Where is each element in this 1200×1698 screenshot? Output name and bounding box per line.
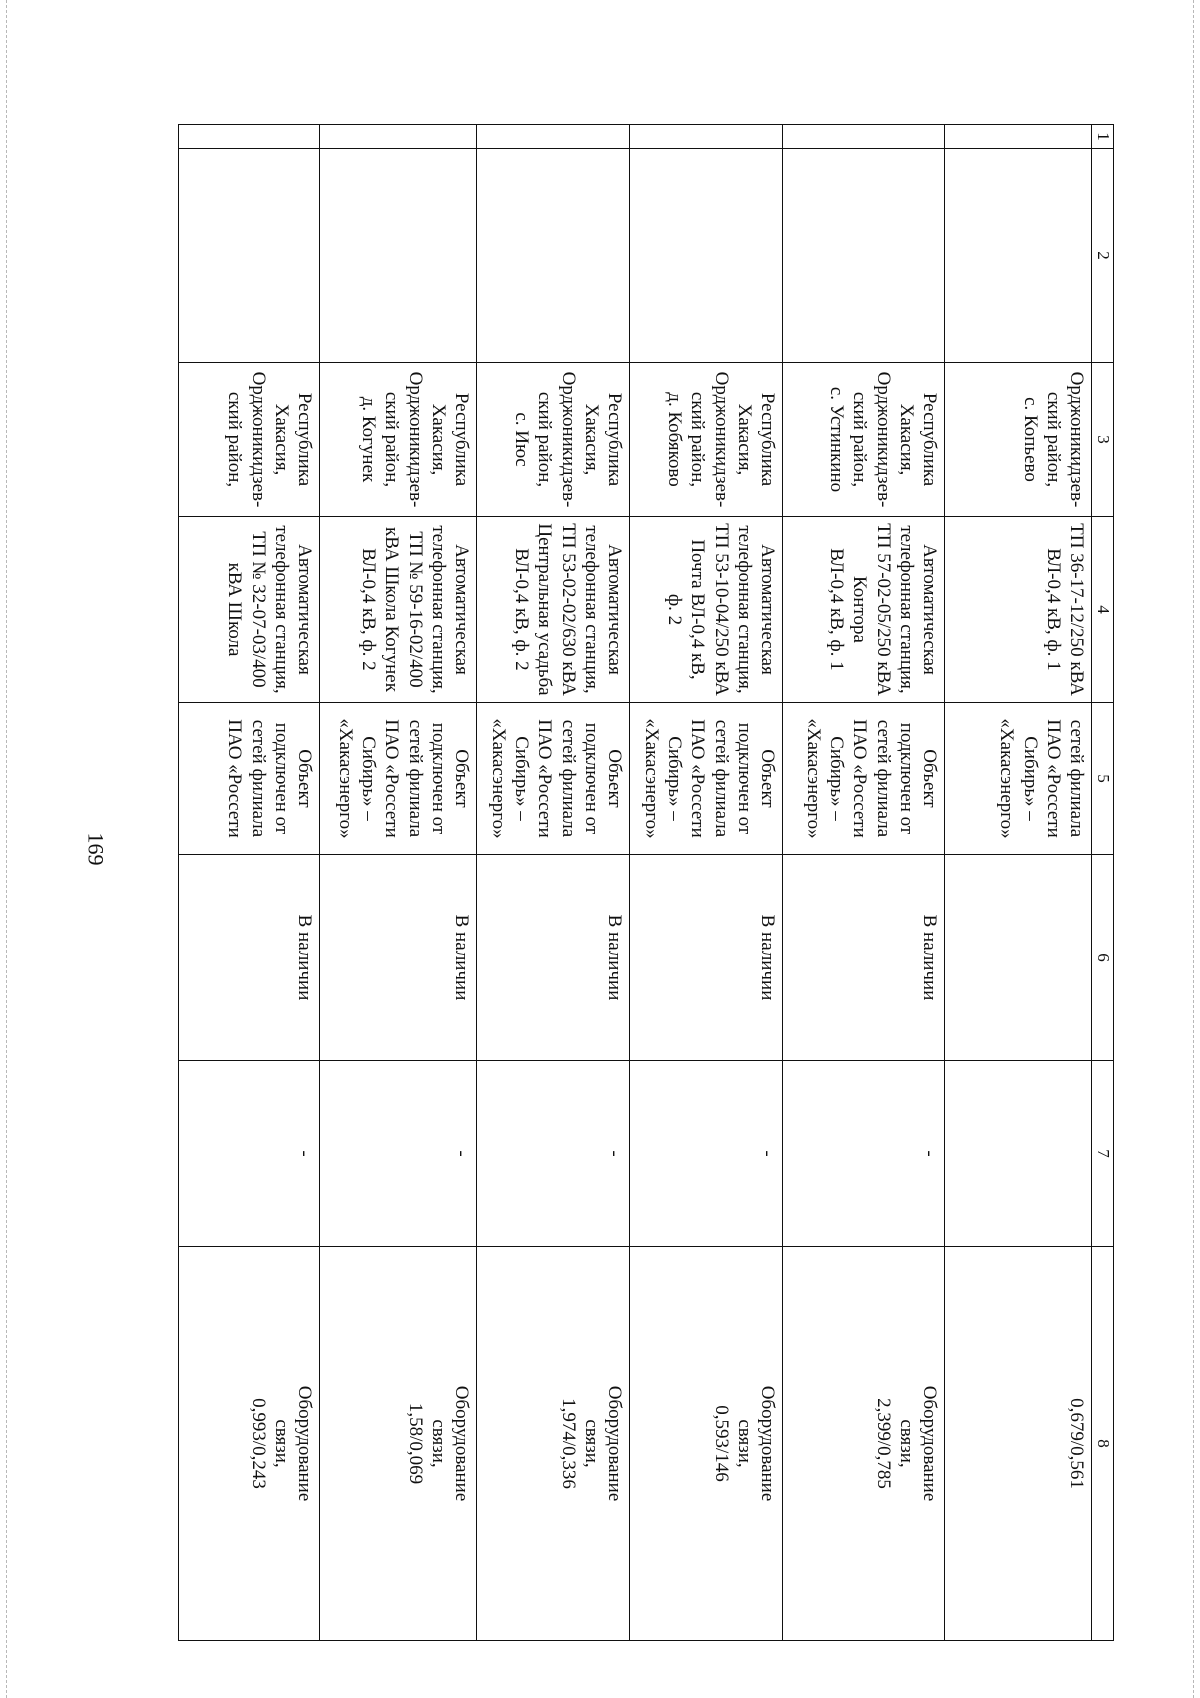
cell-equipment: 0,679/0,561 bbox=[945, 1247, 1092, 1641]
cell-col1 bbox=[783, 125, 945, 149]
column-header: 3 bbox=[1092, 363, 1114, 517]
column-header: 4 bbox=[1092, 517, 1114, 703]
cell-availability: В наличии bbox=[477, 855, 630, 1061]
table-row bbox=[477, 125, 630, 1641]
cell-availability bbox=[945, 855, 1092, 1061]
cell-col7: - bbox=[179, 1061, 320, 1247]
column-header: 1 bbox=[1092, 125, 1114, 149]
cell-object: Автоматическая телефонная станция, ТП 53-10-04/250 кВА Почта ВЛ-0,4 кВ, ф. 2 bbox=[630, 517, 783, 703]
rotated-table-wrapper bbox=[180, 124, 1114, 1640]
cell-col2 bbox=[179, 149, 320, 363]
table-row bbox=[320, 125, 477, 1641]
cell-connection: Объект подключен от сетей филиала ПАО «Россети Сибирь» – «Хакасэнерго» bbox=[783, 703, 945, 855]
table-row bbox=[945, 125, 1092, 1641]
cell-col2 bbox=[630, 149, 783, 363]
table-row bbox=[630, 125, 783, 1641]
table-row bbox=[783, 125, 945, 1641]
cell-object: Автоматическая телефонная станция, ТП 57-02-05/250 кВА Контора ВЛ-0,4 кВ, ф. 1 bbox=[783, 517, 945, 703]
cell-col1 bbox=[945, 125, 1092, 149]
cell-location: Республика Хакасия, Орджоникидзев- ский район, с. Июс bbox=[477, 363, 630, 517]
cell-location: Республика Хакасия, Орджоникидзев- ский район, с. Устинкино bbox=[783, 363, 945, 517]
column-number-row bbox=[1092, 125, 1114, 1641]
cell-availability: В наличии bbox=[179, 855, 320, 1061]
cell-col7: - bbox=[783, 1061, 945, 1247]
cell-equipment: Оборудование связи, 1,974/0,336 bbox=[477, 1247, 630, 1641]
cell-col7: - bbox=[477, 1061, 630, 1247]
column-header: 2 bbox=[1092, 149, 1114, 363]
cell-col7: - bbox=[630, 1061, 783, 1247]
cell-location: Республика Хакасия, Орджоникидзев- ский район, д. Кобяково bbox=[630, 363, 783, 517]
cell-col2 bbox=[477, 149, 630, 363]
cell-availability: В наличии bbox=[320, 855, 477, 1061]
cell-connection: сетей филиала ПАО «Россети Сибирь» – «Хакасэнерго» bbox=[945, 703, 1092, 855]
cell-col1 bbox=[630, 125, 783, 149]
cell-col2 bbox=[945, 149, 1092, 363]
cell-col2 bbox=[783, 149, 945, 363]
cell-availability: В наличии bbox=[783, 855, 945, 1061]
cell-location: Республика Хакасия, Орджоникидзев- ский район, д. Когунек bbox=[320, 363, 477, 517]
cell-object: Автоматическая телефонная станция, ТП № 32-07-03/400 кВА Школа bbox=[179, 517, 320, 703]
cell-connection: Объект подключен от сетей филиала ПАО «Россети bbox=[179, 703, 320, 855]
column-header: 7 bbox=[1092, 1061, 1114, 1247]
cell-col2 bbox=[320, 149, 477, 363]
cell-col7 bbox=[945, 1061, 1092, 1247]
cell-connection: Объект подключен от сетей филиала ПАО «Россети Сибирь» – «Хакасэнерго» bbox=[320, 703, 477, 855]
cell-connection: Объект подключен от сетей филиала ПАО «Россети Сибирь» – «Хакасэнерго» bbox=[477, 703, 630, 855]
cell-col1 bbox=[477, 125, 630, 149]
column-header: 6 bbox=[1092, 855, 1114, 1061]
page-number-text: 169 bbox=[83, 832, 108, 866]
cell-equipment: Оборудование связи, 0,993/0,243 bbox=[179, 1247, 320, 1641]
cell-col1 bbox=[179, 125, 320, 149]
data-table bbox=[178, 124, 1114, 1641]
cell-object: ТП 36-17-12/250 кВА ВЛ-0,4 кВ, ф. 1 bbox=[945, 517, 1092, 703]
column-header: 8 bbox=[1092, 1247, 1114, 1641]
cell-location: Республика Хакасия, Орджоникидзев- ский район, bbox=[179, 363, 320, 517]
cell-equipment: Оборудование связи, 0,593/146 bbox=[630, 1247, 783, 1641]
scan-edge-left bbox=[6, 0, 7, 1698]
cell-col7: - bbox=[320, 1061, 477, 1247]
cell-availability: В наличии bbox=[630, 855, 783, 1061]
page-number bbox=[80, 0, 110, 1698]
cell-object: Автоматическая телефонная станция, ТП 53-02-02/630 кВА Центральная усадьба ВЛ-0,4 кВ, ф. 2 bbox=[477, 517, 630, 703]
cell-location: Орджоникидзев- ский район, с. Копьево bbox=[945, 363, 1092, 517]
column-header: 5 bbox=[1092, 703, 1114, 855]
cell-object: Автоматическая телефонная станция, ТП № 59-16-02/400 кВА Школа Когунек ВЛ-0,4 кВ, ф. 2 bbox=[320, 517, 477, 703]
cell-equipment: Оборудование связи, 2,399/0,785 bbox=[783, 1247, 945, 1641]
table-row bbox=[179, 125, 320, 1641]
scan-edge-right bbox=[1193, 0, 1194, 1698]
cell-equipment: Оборудование связи, 1,58/0,069 bbox=[320, 1247, 477, 1641]
cell-connection: Объект подключен от сетей филиала ПАО «Россети Сибирь» – «Хакасэнерго» bbox=[630, 703, 783, 855]
cell-col1 bbox=[320, 125, 477, 149]
